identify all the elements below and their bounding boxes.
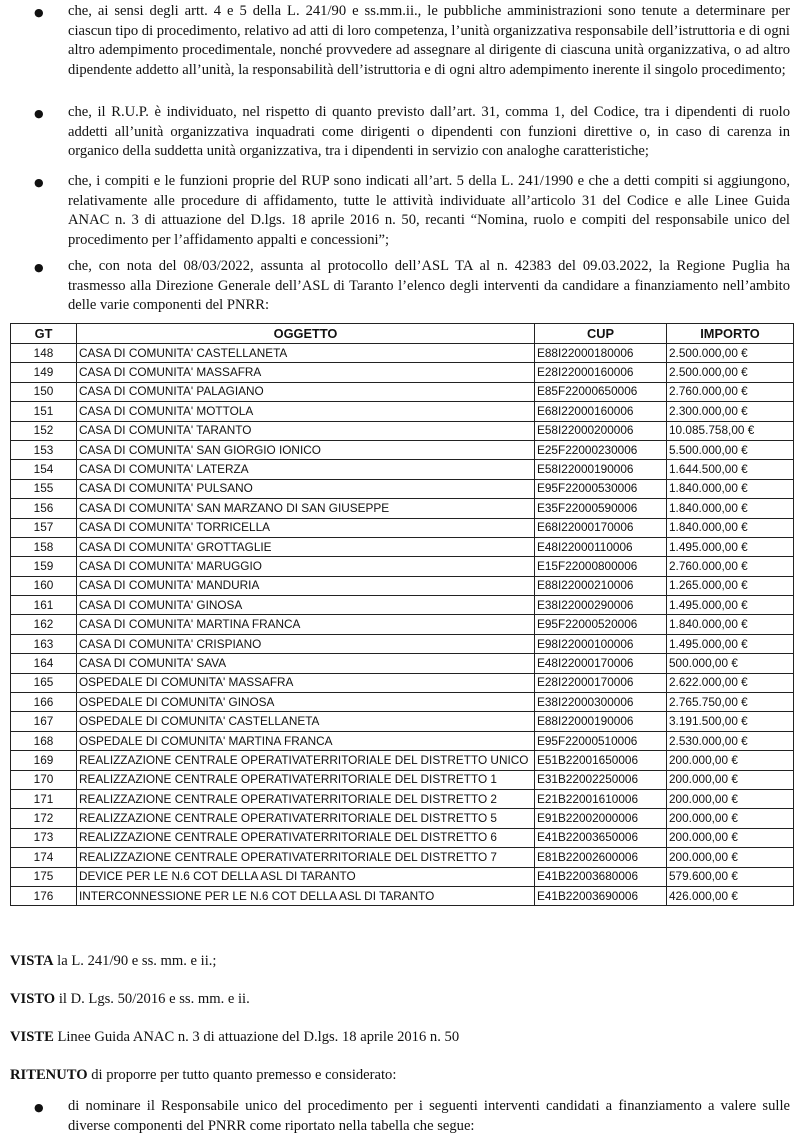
table-row bbox=[11, 615, 794, 634]
viste-keyword: VISTE bbox=[10, 1029, 54, 1045]
table-row bbox=[11, 576, 794, 595]
cell-oggetto: OSPEDALE DI COMUNITA' CASTELLANETA bbox=[77, 712, 535, 731]
cell-importo: 1.495.000,00 € bbox=[667, 537, 794, 556]
cell-importo: 1.840.000,00 € bbox=[667, 479, 794, 498]
cell-oggetto: REALIZZAZIONE CENTRALE OPERATIVATERRITORIALE DEL DISTRETTO 2 bbox=[77, 789, 535, 808]
cell-cup: E88I22000190006 bbox=[535, 712, 667, 731]
cell-importo: 5.500.000,00 € bbox=[667, 440, 794, 459]
cell-gt: 155 bbox=[11, 479, 77, 498]
cell-gt: 150 bbox=[11, 382, 77, 401]
table-row bbox=[11, 673, 794, 692]
cell-gt: 156 bbox=[11, 499, 77, 518]
cell-oggetto: CASA DI COMUNITA' PALAGIANO bbox=[77, 382, 535, 401]
ritenuto-keyword: RITENUTO bbox=[10, 1067, 88, 1083]
visto-text: il D. Lgs. 50/2016 e ss. mm. e ii. bbox=[55, 991, 250, 1007]
cell-cup: E15F22000800006 bbox=[535, 557, 667, 576]
bullet-text: che, con nota del 08/03/2022, assunta al protocollo dell’ASL TA al n. 42383 del 09.03.2022, la Regione Puglia ha trasmesso alla Direzione Generale dell’ASL di Taranto l’elenco degli interventi da candidare a finanziamento nell’ambito delle varie componenti del PNRR: bbox=[68, 258, 790, 313]
cell-cup: E48I22000170006 bbox=[535, 654, 667, 673]
table-row bbox=[11, 402, 794, 421]
bullet-dot-icon: ● bbox=[34, 1101, 44, 1114]
cell-oggetto: CASA DI COMUNITA' TARANTO bbox=[77, 421, 535, 440]
ritenuto-paragraph bbox=[10, 1066, 790, 1085]
ritenuto-text: di proporre per tutto quanto premesso e considerato: bbox=[87, 1067, 397, 1083]
cell-cup: E41B22003680006 bbox=[535, 867, 667, 886]
cell-oggetto: CASA DI COMUNITA' SAN MARZANO DI SAN GIUSEPPE bbox=[77, 499, 535, 518]
cell-cup: E25F22000230006 bbox=[535, 440, 667, 459]
table-row bbox=[11, 751, 794, 770]
cell-cup: E38I22000300006 bbox=[535, 693, 667, 712]
cell-oggetto: CASA DI COMUNITA' PULSANO bbox=[77, 479, 535, 498]
cell-oggetto: CASA DI COMUNITA' MASSAFRA bbox=[77, 363, 535, 382]
table-row bbox=[11, 770, 794, 789]
cell-cup: E41B22003650006 bbox=[535, 828, 667, 847]
cell-importo: 1.265.000,00 € bbox=[667, 576, 794, 595]
table-row bbox=[11, 731, 794, 750]
bullet-text: che, ai sensi degli artt. 4 e 5 della L. 241/90 e ss.mm.ii., le pubbliche amministrazioni sono tenute a determinare per ciascun tipo di procedimento, relativo ad atti di loro competenza, l’unità organizzativa responsabile dell’istruttoria e di ogni altro adempimento procedimentale, nonché provvedere ad assegnare al dirigente di ciascuna unità organizzativa, o ad altro dipendente addetto all’unità, la responsabilità dell’istruttoria e di ogni altro adempimento inerente il singolo procedimento; bbox=[68, 3, 790, 78]
cell-importo: 2.530.000,00 € bbox=[667, 731, 794, 750]
cell-gt: 167 bbox=[11, 712, 77, 731]
cell-importo: 579.600,00 € bbox=[667, 867, 794, 886]
cell-cup: E88I22000180006 bbox=[535, 344, 667, 363]
cell-gt: 152 bbox=[11, 421, 77, 440]
table-row bbox=[11, 479, 794, 498]
cell-importo: 200.000,00 € bbox=[667, 809, 794, 828]
cell-cup: E28I22000160006 bbox=[535, 363, 667, 382]
header-cup: CUP bbox=[535, 324, 667, 344]
cell-cup: E51B22001650006 bbox=[535, 751, 667, 770]
cell-gt: 176 bbox=[11, 886, 77, 905]
cell-oggetto: CASA DI COMUNITA' GINOSA bbox=[77, 596, 535, 615]
cell-gt: 171 bbox=[11, 789, 77, 808]
cell-gt: 169 bbox=[11, 751, 77, 770]
cell-importo: 200.000,00 € bbox=[667, 848, 794, 867]
table-row bbox=[11, 460, 794, 479]
cell-importo: 200.000,00 € bbox=[667, 751, 794, 770]
cell-gt: 158 bbox=[11, 537, 77, 556]
cell-cup: E35F22000590006 bbox=[535, 499, 667, 518]
cell-oggetto: INTERCONNESSIONE PER LE N.6 COT DELLA ASL DI TARANTO bbox=[77, 886, 535, 905]
cell-oggetto: CASA DI COMUNITA' GROTTAGLIE bbox=[77, 537, 535, 556]
cell-importo: 200.000,00 € bbox=[667, 828, 794, 847]
cell-importo: 2.760.000,00 € bbox=[667, 382, 794, 401]
table-row bbox=[11, 440, 794, 459]
cell-cup: E31B22002250006 bbox=[535, 770, 667, 789]
bullet-text: che, i compiti e le funzioni proprie del RUP sono indicati all’art. 5 della L. 241/1990 e che a detti compiti si aggiungono, relativamente alle procedure di affidamento, tutte le attività individuate all’articolo 31 del Codice e alle Linee Guida ANAC n. 3 di attuazione del D.lgs. 18 aprile 2016 n. 50, recanti “Nomina, ruolo e compiti del responsabile unico del procedimento per l’affidamento appalti e concessioni”; bbox=[68, 173, 790, 248]
cell-oggetto: CASA DI COMUNITA' SAVA bbox=[77, 654, 535, 673]
cell-oggetto: CASA DI COMUNITA' MARUGGIO bbox=[77, 557, 535, 576]
cell-oggetto: CASA DI COMUNITA' SAN GIORGIO IONICO bbox=[77, 440, 535, 459]
cell-cup: E48I22000110006 bbox=[535, 537, 667, 556]
cell-oggetto: OSPEDALE DI COMUNITA' MASSAFRA bbox=[77, 673, 535, 692]
table-row bbox=[11, 344, 794, 363]
table-row bbox=[11, 518, 794, 537]
bullet-text: che, il R.U.P. è individuato, nel rispetto di quanto previsto dall’art. 31, comma 1, del Codice, tra i dipendenti di ruolo addetti all’unità organizzativa inquadrati come dirigenti o dipendenti con funzioni direttive o, in caso di carenza in organico della suddetta unità organizzativa, tra i dipendenti in servizio con analoghe caratteristiche; bbox=[68, 104, 790, 159]
cell-gt: 154 bbox=[11, 460, 77, 479]
cell-oggetto: CASA DI COMUNITA' LATERZA bbox=[77, 460, 535, 479]
cell-oggetto: CASA DI COMUNITA' CASTELLANETA bbox=[77, 344, 535, 363]
cell-cup: E95F22000510006 bbox=[535, 731, 667, 750]
cell-cup: E58I22000190006 bbox=[535, 460, 667, 479]
table-row bbox=[11, 363, 794, 382]
cell-gt: 157 bbox=[11, 518, 77, 537]
cell-importo: 2.760.000,00 € bbox=[667, 557, 794, 576]
cell-importo: 10.085.758,00 € bbox=[667, 421, 794, 440]
cell-cup: E85F22000650006 bbox=[535, 382, 667, 401]
cell-gt: 161 bbox=[11, 596, 77, 615]
cell-gt: 159 bbox=[11, 557, 77, 576]
cell-cup: E58I22000200006 bbox=[535, 421, 667, 440]
table-row bbox=[11, 809, 794, 828]
cell-gt: 160 bbox=[11, 576, 77, 595]
final-bullet-text: di nominare il Responsabile unico del procedimento per i seguenti interventi candidati a finanziamento a valere sulle diverse componenti del PNRR come riportato nella tabella che segue: bbox=[68, 1098, 790, 1134]
cell-oggetto: DEVICE PER LE N.6 COT DELLA ASL DI TARANTO bbox=[77, 867, 535, 886]
header-importo: IMPORTO bbox=[667, 324, 794, 344]
cell-oggetto: CASA DI COMUNITA' CRISPIANO bbox=[77, 634, 535, 653]
cell-oggetto: CASA DI COMUNITA' MANDURIA bbox=[77, 576, 535, 595]
cell-importo: 200.000,00 € bbox=[667, 789, 794, 808]
cell-gt: 164 bbox=[11, 654, 77, 673]
bullet-dot-icon: ● bbox=[34, 176, 44, 189]
cell-importo: 2.765.750,00 € bbox=[667, 693, 794, 712]
cell-cup: E95F22000520006 bbox=[535, 615, 667, 634]
cell-gt: 175 bbox=[11, 867, 77, 886]
cell-importo: 1.495.000,00 € bbox=[667, 596, 794, 615]
cell-oggetto: CASA DI COMUNITA' MOTTOLA bbox=[77, 402, 535, 421]
cell-gt: 163 bbox=[11, 634, 77, 653]
vista-text: la L. 241/90 e ss. mm. e ii.; bbox=[53, 953, 217, 969]
cell-importo: 2.500.000,00 € bbox=[667, 363, 794, 382]
cell-cup: E21B22001610006 bbox=[535, 789, 667, 808]
table-row bbox=[11, 693, 794, 712]
vista-paragraph bbox=[10, 952, 790, 971]
cell-cup: E98I22000100006 bbox=[535, 634, 667, 653]
table-row bbox=[11, 848, 794, 867]
interventions-table bbox=[10, 323, 794, 906]
cell-gt: 172 bbox=[11, 809, 77, 828]
cell-cup: E38I22000290006 bbox=[535, 596, 667, 615]
cell-gt: 162 bbox=[11, 615, 77, 634]
cell-gt: 166 bbox=[11, 693, 77, 712]
cell-importo: 500.000,00 € bbox=[667, 654, 794, 673]
cell-oggetto: CASA DI COMUNITA' TORRICELLA bbox=[77, 518, 535, 537]
cell-importo: 3.191.500,00 € bbox=[667, 712, 794, 731]
bullet-dot-icon: ● bbox=[34, 261, 44, 274]
cell-cup: E68I22000160006 bbox=[535, 402, 667, 421]
cell-cup: E88I22000210006 bbox=[535, 576, 667, 595]
table-row bbox=[11, 382, 794, 401]
table-row bbox=[11, 596, 794, 615]
cell-gt: 153 bbox=[11, 440, 77, 459]
cell-cup: E91B22002000006 bbox=[535, 809, 667, 828]
cell-cup: E28I22000170006 bbox=[535, 673, 667, 692]
cell-oggetto: CASA DI COMUNITA' MARTINA FRANCA bbox=[77, 615, 535, 634]
cell-importo: 2.500.000,00 € bbox=[667, 344, 794, 363]
header-gt: GT bbox=[11, 324, 77, 344]
cell-importo: 2.622.000,00 € bbox=[667, 673, 794, 692]
visto-paragraph bbox=[10, 990, 790, 1009]
table-row bbox=[11, 499, 794, 518]
cell-importo: 2.300.000,00 € bbox=[667, 402, 794, 421]
cell-importo: 426.000,00 € bbox=[667, 886, 794, 905]
cell-gt: 165 bbox=[11, 673, 77, 692]
table-row bbox=[11, 789, 794, 808]
table-row bbox=[11, 886, 794, 905]
cell-oggetto: REALIZZAZIONE CENTRALE OPERATIVATERRITORIALE DEL DISTRETTO 1 bbox=[77, 770, 535, 789]
table-row bbox=[11, 421, 794, 440]
cell-cup: E41B22003690006 bbox=[535, 886, 667, 905]
visto-keyword: VISTO bbox=[10, 991, 56, 1007]
header-oggetto: OGGETTO bbox=[77, 324, 535, 344]
cell-oggetto: REALIZZAZIONE CENTRALE OPERATIVATERRITORIALE DEL DISTRETTO 7 bbox=[77, 848, 535, 867]
vista-keyword: VISTA bbox=[10, 953, 54, 969]
cell-oggetto: REALIZZAZIONE CENTRALE OPERATIVATERRITORIALE DEL DISTRETTO UNICO bbox=[77, 751, 535, 770]
table-row bbox=[11, 557, 794, 576]
cell-gt: 149 bbox=[11, 363, 77, 382]
bullet-dot-icon: ● bbox=[34, 6, 44, 19]
cell-cup: E68I22000170006 bbox=[535, 518, 667, 537]
table-body bbox=[11, 344, 794, 906]
table-row bbox=[11, 712, 794, 731]
cell-importo: 1.644.500,00 € bbox=[667, 460, 794, 479]
cell-importo: 1.840.000,00 € bbox=[667, 499, 794, 518]
cell-cup: E95F22000530006 bbox=[535, 479, 667, 498]
cell-oggetto: REALIZZAZIONE CENTRALE OPERATIVATERRITORIALE DEL DISTRETTO 6 bbox=[77, 828, 535, 847]
cell-cup: E81B22002600006 bbox=[535, 848, 667, 867]
cell-gt: 148 bbox=[11, 344, 77, 363]
cell-importo: 1.840.000,00 € bbox=[667, 518, 794, 537]
table-row bbox=[11, 828, 794, 847]
cell-gt: 151 bbox=[11, 402, 77, 421]
viste-text: Linee Guida ANAC n. 3 di attuazione del D.lgs. 18 aprile 2016 n. 50 bbox=[53, 1029, 460, 1045]
table-row bbox=[11, 634, 794, 653]
cell-importo: 1.495.000,00 € bbox=[667, 634, 794, 653]
cell-importo: 200.000,00 € bbox=[667, 770, 794, 789]
table-header-row bbox=[11, 324, 794, 344]
bullet-dot-icon: ● bbox=[34, 107, 44, 120]
table-row bbox=[11, 537, 794, 556]
cell-gt: 173 bbox=[11, 828, 77, 847]
cell-oggetto: REALIZZAZIONE CENTRALE OPERATIVATERRITORIALE DEL DISTRETTO 5 bbox=[77, 809, 535, 828]
table-row bbox=[11, 654, 794, 673]
cell-importo: 1.840.000,00 € bbox=[667, 615, 794, 634]
table-row bbox=[11, 867, 794, 886]
cell-oggetto: OSPEDALE DI COMUNITA' GINOSA bbox=[77, 693, 535, 712]
cell-oggetto: OSPEDALE DI COMUNITA' MARTINA FRANCA bbox=[77, 731, 535, 750]
cell-gt: 174 bbox=[11, 848, 77, 867]
viste-paragraph bbox=[10, 1028, 790, 1047]
cell-gt: 170 bbox=[11, 770, 77, 789]
cell-gt: 168 bbox=[11, 731, 77, 750]
